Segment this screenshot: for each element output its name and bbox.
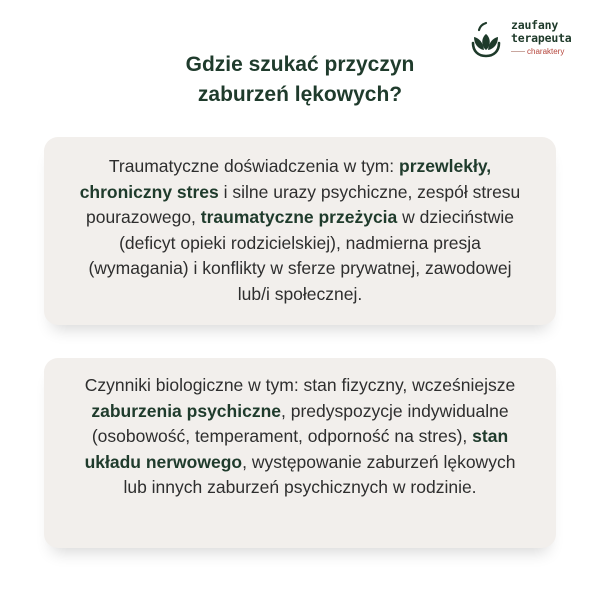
- card1-text-2: i silne urazy psychiczne, zespół stresu pourazowego,: [85, 181, 521, 227]
- title-line-1: Gdzie szukać przyczyn: [185, 53, 415, 76]
- card2-text-1: Czynniki biologiczne w tym: stan fizyczny, wcześniejsze: [84, 375, 516, 395]
- card2-bold-1: zaburzenia psychiczne: [91, 400, 281, 421]
- info-card-trauma: [44, 137, 556, 325]
- card1-text-1: Traumatyczne doświadczenia w tym:: [108, 156, 400, 176]
- logo-line-2: terapeuta: [511, 31, 572, 45]
- title-line-2: zaburzeń lękowych?: [197, 83, 403, 106]
- page-title: [100, 50, 500, 110]
- card1-text-3: w dzieciństwie (deficyt opieki rodzicielskiej), nadmierna presja (wymagania) i konflikty w sferze prywatnej, zawodowej lub/i społecznej.: [88, 207, 514, 304]
- card-trauma-text: [74, 154, 526, 307]
- card1-bold-1: przewlekły, chroniczny stres: [79, 156, 492, 202]
- logo-subtitle: [511, 47, 564, 56]
- card1-bold-2: traumatyczne przeżycia: [200, 207, 398, 227]
- logo-line-1: zaufany: [511, 18, 559, 32]
- card2-text-3: , występowanie zaburzeń lękowych lub innych zaburzeń psychicznych w rodzinie.: [123, 451, 516, 497]
- logo-wordmark: [511, 19, 572, 45]
- info-card-biological: [44, 358, 556, 548]
- card2-bold-2: stan układu nerwowego: [84, 426, 509, 472]
- card2-text-2: , predyspozycje indywidualne (osobowość, temperament, odporność na stres),: [91, 400, 509, 446]
- logo-divider: [511, 51, 525, 52]
- logo-sub-text: charaktery: [527, 47, 565, 56]
- card-biological-text: [74, 373, 526, 501]
